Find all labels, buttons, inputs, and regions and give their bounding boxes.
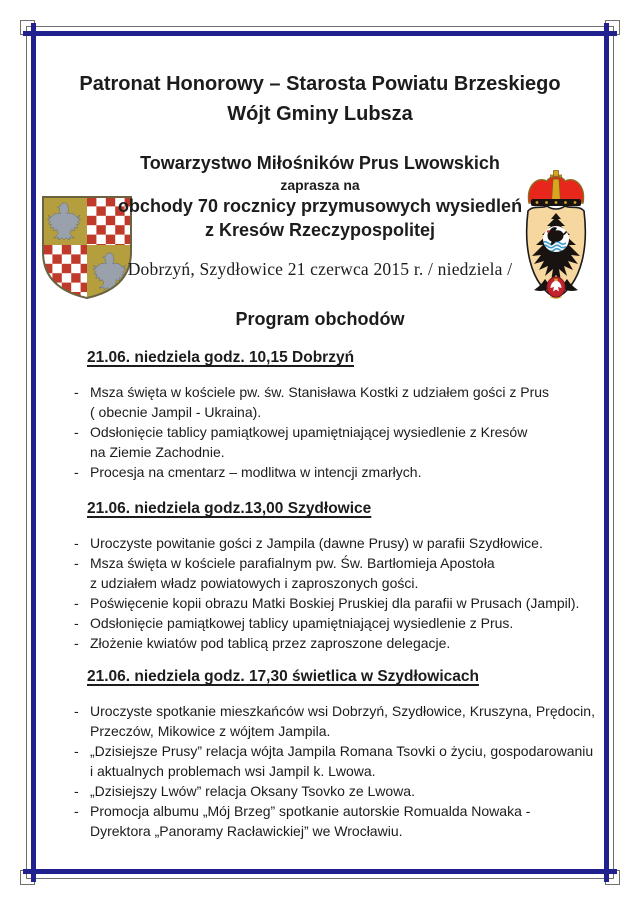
- list-item: [73, 462, 603, 482]
- list-item: [73, 553, 603, 593]
- bullet-dash: -: [74, 803, 79, 819]
- list-item: [73, 613, 603, 633]
- bullet-dash: -: [74, 595, 79, 611]
- item-line: Promocja albumu „Mój Brzeg” spotkanie autorskie Romualda Nowaka -: [90, 803, 531, 819]
- list-item: [73, 633, 603, 653]
- item-line: i aktualnych problemach wsi Jampil k. Lwowa.: [90, 763, 376, 779]
- border-corner-stub: [31, 23, 36, 37]
- list-item: [73, 382, 603, 422]
- list-item: [73, 422, 603, 462]
- item-line: „Dzisiejszy Lwów” relacja Oksany Tsovko ze Lwowa.: [90, 783, 415, 799]
- patronage-title: [37, 69, 603, 129]
- border-corner-stub: [604, 868, 609, 882]
- list-item: [73, 593, 603, 613]
- bullet-dash: -: [74, 783, 79, 799]
- document-content: [37, 37, 603, 841]
- section-heading-szydlowice: 21.06. niedziela godz.13,00 Szydłowice: [87, 500, 372, 517]
- item-line: Uroczyste spotkanie mieszkańców wsi Dobrzyń, Szydłowice, Kruszyna, Prędocin,: [90, 703, 595, 719]
- event-line-1: obchody 70 rocznicy przymusowych wysiedleń: [117, 196, 523, 216]
- item-line: Przeczów, Mikowice z wójtem Jampila.: [90, 723, 331, 739]
- bullet-dash: -: [74, 384, 79, 400]
- item-line: Złożenie kwiatów pod tablicą przez zaproszone delegacje.: [90, 635, 451, 651]
- program-title: Program obchodów: [235, 309, 405, 329]
- patronage-line-1: Patronat Honorowy – Starosta Powiatu Brzeskiego: [79, 73, 561, 95]
- item-line: Procesja na cmentarz – modlitwa w intencji zmarłych.: [90, 464, 422, 480]
- bullet-dash: -: [74, 555, 79, 571]
- item-line: Odsłonięcie pamiątkowej tablicy upamiętniającej wysiedlenie z Prus.: [90, 615, 514, 631]
- list-item: [73, 533, 603, 553]
- border-corner-stub: [604, 23, 609, 37]
- patronage-line-2: Wójt Gminy Lubsza: [227, 103, 413, 125]
- invitation-text: zaprasza na: [280, 177, 360, 193]
- item-line: Uroczyste powitanie gości z Jampila (dawne Prusy) w parafii Szydłowice.: [90, 535, 543, 551]
- bullet-dash: -: [74, 464, 79, 480]
- list-item: [73, 801, 603, 841]
- item-line: Msza święta w kościele parafialnym pw. Św. Bartłomieja Apostoła: [90, 555, 495, 571]
- item-line: na Ziemie Zachodnie.: [90, 444, 225, 460]
- border-corner-stub: [31, 868, 36, 882]
- date-location-line: Dobrzyń, Szydłowice 21 czerwca 2015 r. / niedziela /: [127, 259, 513, 279]
- list-item: [73, 781, 603, 801]
- event-title: [37, 194, 603, 242]
- item-line: Msza święta w kościele pw. św. Stanisława Kostki z udziałem gości z Prus: [90, 384, 550, 400]
- section-items: [73, 701, 603, 841]
- bullet-dash: -: [74, 535, 79, 551]
- list-item: [73, 741, 603, 781]
- item-line: ( obecnie Jampil - Ukraina).: [90, 404, 262, 420]
- section-heading-dobrzyn: 21.06. niedziela godz. 10,15 Dobrzyń: [87, 349, 355, 366]
- section-heading-swietlica: 21.06. niedziela godz. 17,30 świetlica w Szydłowicach: [87, 668, 479, 685]
- section-items: [73, 533, 603, 653]
- item-line: „Dzisiejsze Prusy” relacja wójta Jampila Romana Tsovki o życiu, gospodarowaniu: [90, 743, 594, 759]
- section-items: [73, 382, 603, 482]
- item-line: Poświęcenie kopii obrazu Matki Boskiej Pruskiej dla parafii w Prusach (Jampil).: [90, 595, 580, 611]
- organization-name: Towarzystwo Miłośników Prus Lwowskich: [140, 153, 500, 173]
- bullet-dash: -: [74, 703, 79, 719]
- item-line: z udziałem władz powiatowych i zaproszonych gości.: [90, 575, 419, 591]
- item-line: Dyrektora „Panoramy Racławickiej” we Wrocławiu.: [90, 823, 403, 839]
- event-line-2: z Kresów Rzeczypospolitej: [204, 220, 436, 240]
- bullet-dash: -: [74, 424, 79, 440]
- bullet-dash: -: [74, 615, 79, 631]
- item-line: Odsłonięcie tablicy pamiątkowej upamiętniającej wysiedlenie z Kresów: [90, 424, 528, 440]
- list-item: [73, 701, 603, 741]
- bullet-dash: -: [74, 635, 79, 651]
- bullet-dash: -: [74, 743, 79, 759]
